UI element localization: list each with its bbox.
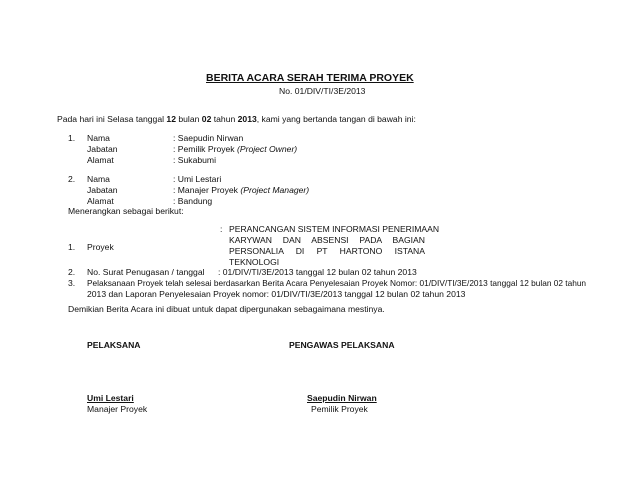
- intro-year: 2013: [237, 114, 257, 124]
- party1-name-value: : Saepudin Nirwan: [173, 133, 244, 143]
- document-number: No. 01/DIV/TI/3E/2013: [279, 86, 366, 96]
- statement-text: Menerangkan sebagai berikut:: [68, 206, 184, 216]
- intro-day: 12: [166, 114, 176, 124]
- party2-name-label: Nama: [87, 174, 110, 184]
- signature-right-name: Saepudin Nirwan: [307, 393, 377, 403]
- signature-right-role: Pemilik Proyek: [311, 404, 368, 414]
- intro-mid2: tahun: [211, 114, 238, 124]
- party2-role-value: [173, 185, 309, 196]
- signature-left-name: Umi Lestari: [87, 393, 134, 403]
- party1-role-italic: (Project Owner): [237, 144, 298, 154]
- surat-label: No. Surat Penugasan / tanggal: [87, 267, 205, 277]
- document-title: BERITA ACARA SERAH TERIMA PROYEK: [206, 72, 414, 84]
- party1-address-label: Alamat: [87, 155, 114, 165]
- party1-name-label: Nama: [87, 133, 110, 143]
- proyek-number: 1.: [68, 242, 76, 252]
- intro-month: 02: [201, 114, 212, 124]
- proyek-line-1: PERANCANGAN SISTEM INFORMASI PENERIMAAN: [229, 224, 440, 234]
- party2-role-label: Jabatan: [87, 185, 118, 195]
- laporan-line-1: Pelaksanaan Proyek telah selesai berdasarkan Berita Acara Penyelesaian Proyek Nomor: 01/DIV/TI/3E/2013 tanggal 12 bulan 02 tahun: [87, 278, 587, 288]
- party1-role-text: : Pemilik Proyek: [173, 144, 237, 154]
- intro-paragraph: [57, 114, 416, 125]
- laporan-line-2: 2013 dan Laporan Penyelesaian Proyek nomor: 01/DIV/TI/3E/2013 tanggal 12 bulan 02 tahun 2013: [87, 289, 466, 299]
- party2-role-text: : Manajer Proyek: [173, 185, 241, 195]
- party2-name-value: : Umi Lestari: [173, 174, 222, 184]
- party2-address-value: : Bandung: [173, 196, 213, 206]
- signature-left-role: Manajer Proyek: [87, 404, 148, 414]
- party2-address-label: Alamat: [87, 196, 114, 206]
- proyek-colon: :: [220, 224, 223, 234]
- party1-role-value: [173, 144, 297, 155]
- proyek-label: Proyek: [87, 242, 114, 252]
- signature-left-heading: PELAKSANA: [87, 340, 141, 350]
- surat-number: 2.: [68, 267, 76, 277]
- party1-address-value: : Sukabumi: [173, 155, 216, 165]
- surat-value: : 01/DIV/TI/3E/2013 tanggal 12 bulan 02 tahun 2013: [218, 267, 417, 277]
- signature-right-heading: PENGAWAS PELAKSANA: [289, 340, 395, 350]
- proyek-line-3: PERSONALIA DI PT HARTONO ISTANA: [229, 246, 425, 256]
- intro-mid1: bulan: [175, 114, 202, 124]
- intro-suffix: , kami yang bertanda tangan di bawah ini:: [256, 114, 416, 124]
- proyek-line-4: TEKNOLOGI: [229, 257, 280, 267]
- proyek-line-2: KARYWAN DAN ABSENSI PADA BAGIAN: [229, 235, 425, 245]
- closing-text: Demikian Berita Acara ini dibuat untuk dapat dipergunakan sebagaimana mestinya.: [68, 304, 385, 314]
- party2-role-italic: (Project Manager): [240, 185, 310, 195]
- laporan-number: 3.: [68, 278, 76, 288]
- party2-number: 2.: [68, 174, 76, 184]
- intro-prefix: Pada hari ini Selasa tanggal: [57, 114, 167, 124]
- party1-role-label: Jabatan: [87, 144, 118, 154]
- party1-number: 1.: [68, 133, 76, 143]
